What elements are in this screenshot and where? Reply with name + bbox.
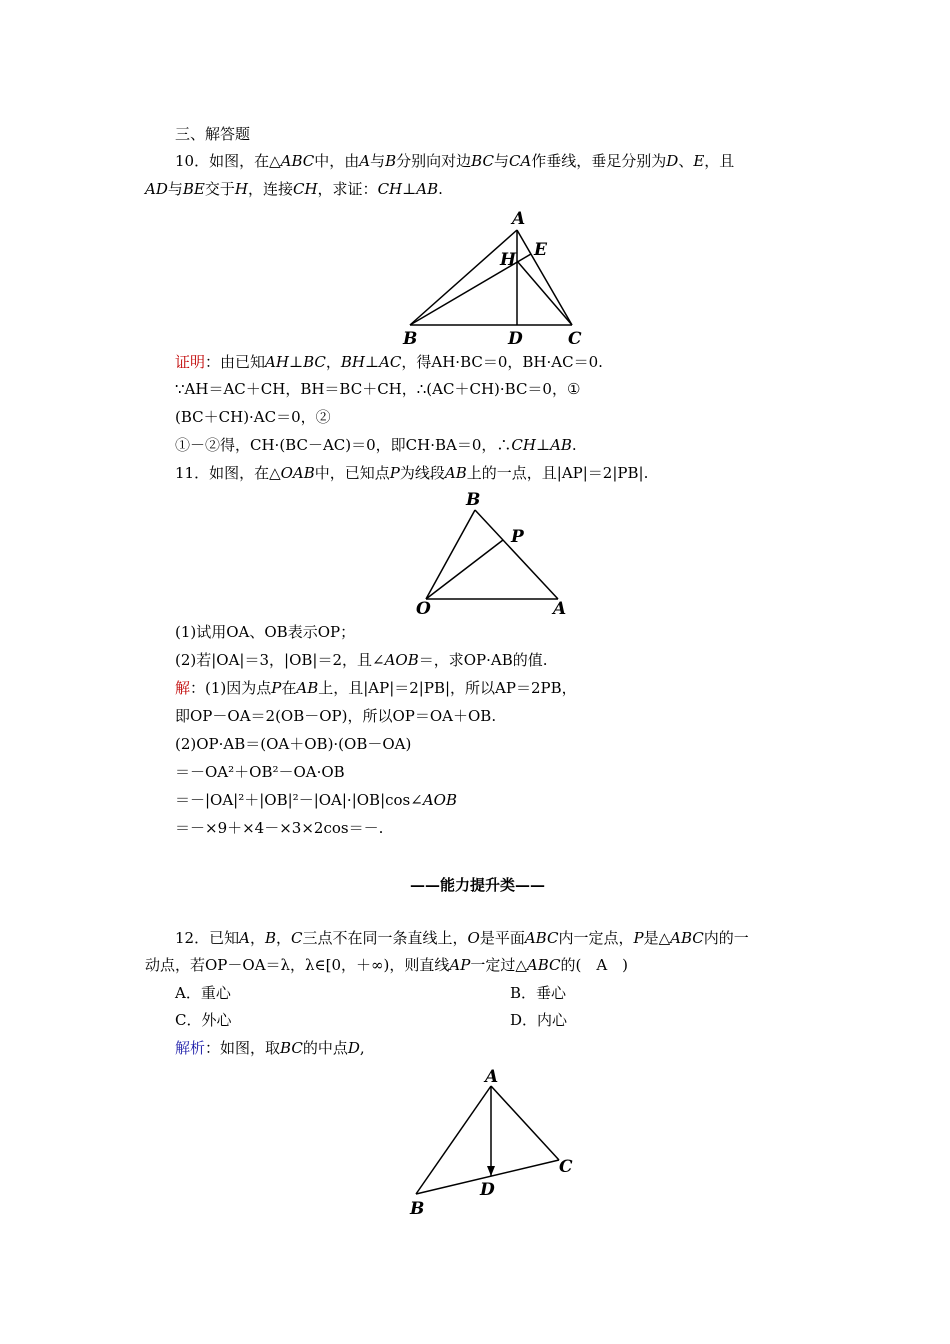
- text-fragment: A: [239, 929, 250, 947]
- text-fragment: 12．已知: [175, 929, 240, 947]
- proof-label: 证明: [175, 353, 206, 371]
- q11-stem: [175, 463, 648, 483]
- text-fragment: BH: [340, 353, 365, 371]
- text-fragment: 上的一点，且|AP|＝2|PB|.: [466, 464, 649, 482]
- text-fragment: ABC: [280, 152, 315, 170]
- text-fragment: ABC: [526, 956, 561, 974]
- text-fragment: D: [347, 1039, 360, 1057]
- text-fragment: ，: [249, 929, 265, 947]
- analysis-label: 解析: [175, 1039, 206, 1057]
- text-fragment: O: [467, 929, 480, 947]
- q10-label-b: B: [403, 329, 418, 349]
- text-fragment: ＝－|OA|²＋|OB|²－|OA|·|OB|cos∠: [175, 791, 423, 809]
- q11-solution-line5: [175, 790, 457, 810]
- text-fragment: AB: [416, 180, 439, 198]
- text-fragment: AOB: [384, 651, 419, 669]
- text-fragment: 分别向对边: [396, 152, 472, 170]
- text-fragment: ABC: [670, 929, 704, 947]
- q11-figure: [405, 490, 585, 620]
- q11-segment-op: [426, 540, 503, 599]
- text-fragment: 动点，若OP－OA＝λ，λ∈[0，＋∞)，则直线: [145, 956, 450, 974]
- text-fragment: 、: [678, 152, 694, 170]
- solution-label: 解: [175, 679, 191, 697]
- q12-option-b: B．垂心: [510, 984, 567, 1002]
- text-fragment: 中，由: [314, 152, 360, 170]
- text-fragment: A: [359, 152, 371, 170]
- text-fragment: 一定过△: [470, 956, 527, 974]
- q12-option-a: A．重心: [175, 984, 231, 1002]
- q10-side-ab: [410, 230, 517, 325]
- text-fragment: AOB: [422, 791, 457, 809]
- text-fragment: P: [389, 464, 400, 482]
- text-fragment: CH: [377, 180, 403, 198]
- text-fragment: ，: [275, 929, 291, 947]
- q10-stem-line2: [145, 179, 443, 199]
- arrow-down-icon: [487, 1166, 495, 1176]
- text-fragment: (2)若|OA|＝3，|OB|＝2，且∠: [175, 651, 385, 669]
- text-fragment: E: [693, 152, 705, 170]
- text-fragment: .: [571, 436, 577, 454]
- q10-proof-line4: [175, 435, 577, 455]
- text-fragment: AC: [379, 353, 402, 371]
- q12-side-ac: [491, 1086, 559, 1160]
- text-fragment: 的中点: [302, 1039, 348, 1057]
- q12-stem-line2: [145, 955, 628, 975]
- text-fragment: AH: [265, 353, 289, 371]
- text-fragment: 上，且|AP|＝2|PB|，所以AP＝2PB，: [318, 679, 577, 697]
- q12-option-d: D．内心: [510, 1011, 568, 1029]
- q10-stem-line1: [175, 151, 734, 171]
- text-fragment: ⊥: [402, 180, 417, 198]
- text-fragment: 内的一: [703, 929, 749, 947]
- section-title: 三、解答题: [175, 125, 251, 143]
- text-fragment: ：如图，取: [205, 1039, 281, 1057]
- text-fragment: ：由已知: [205, 353, 266, 371]
- q11-side-ab: [475, 510, 558, 599]
- text-fragment: 与: [493, 152, 509, 170]
- q10-proof-line3: (BC＋CH)·AC＝0，②: [175, 408, 331, 426]
- text-fragment: AB: [550, 436, 572, 454]
- q11-side-ob: [426, 510, 475, 599]
- q11-part2: [175, 650, 548, 670]
- text-fragment: ＝，求OP·AB的值.: [418, 651, 548, 669]
- q12-side-ab: [416, 1086, 491, 1194]
- text-fragment: 三点不在同一条直线上，: [302, 929, 468, 947]
- text-fragment: B: [385, 152, 397, 170]
- text-fragment: BC: [303, 353, 326, 371]
- q12-option-c: C．外心: [175, 1011, 232, 1029]
- text-fragment: ①－②得，CH·(BC－AC)＝0，即CH·BA＝0，∴: [175, 436, 512, 454]
- text-fragment: 10．如图，在△: [175, 152, 281, 170]
- text-fragment: D: [666, 152, 679, 170]
- q10-label-d: D: [508, 329, 523, 349]
- text-fragment: OAB: [280, 464, 315, 482]
- q10-proof-line2: ∵AH＝AC＋CH，BH＝BC＋CH，∴(AC＋CH)·BC＝0，①: [175, 380, 581, 398]
- text-fragment: ,: [359, 1039, 365, 1057]
- q11-part1: (1)试用OA、OB表示OP；: [175, 623, 356, 641]
- q12-label-d: D: [480, 1180, 495, 1200]
- text-fragment: 中，已知点: [314, 464, 390, 482]
- q11-solution-line6: ＝－×9＋×4－×3×2cos＝－.: [175, 819, 384, 837]
- section2-title: ——能力提升类——: [409, 876, 545, 894]
- q12-stem-line1: [175, 928, 749, 948]
- text-fragment: ，求证：: [317, 180, 378, 198]
- q12-figure: [400, 1062, 590, 1222]
- text-fragment: CH: [511, 436, 536, 454]
- q12-label-b: B: [410, 1199, 425, 1219]
- text-fragment: ，: [325, 353, 341, 371]
- q11-solution-line2: 即OP－OA＝2(OB－OP)，所以OP＝OA＋OB.: [175, 707, 497, 725]
- q10-segment-ch: [517, 261, 572, 325]
- text-fragment: CH: [292, 180, 318, 198]
- q11-label-o: O: [416, 599, 431, 619]
- q10-label-e: E: [534, 240, 547, 260]
- text-fragment: 是△: [643, 929, 671, 947]
- text-fragment: ⊥: [288, 353, 304, 371]
- text-fragment: 11．如图，在△: [175, 464, 281, 482]
- text-fragment: 内一定点，: [558, 929, 634, 947]
- q11-label-a: A: [553, 599, 567, 619]
- text-fragment: 在: [281, 679, 297, 697]
- text-fragment: 是平面: [479, 929, 525, 947]
- q10-label-h: H: [500, 250, 517, 270]
- q12-analysis: [175, 1038, 365, 1058]
- q10-proof-line1: [175, 352, 603, 372]
- text-fragment: AD: [145, 180, 168, 198]
- text-fragment: P: [633, 929, 644, 947]
- q11-solution-line1: [175, 678, 577, 698]
- text-fragment: ⊥: [535, 436, 551, 454]
- text-fragment: BE: [182, 180, 205, 198]
- text-fragment: ABC: [524, 929, 559, 947]
- text-fragment: 交于: [204, 180, 235, 198]
- text-fragment: AB: [444, 464, 467, 482]
- text-fragment: 为线段: [399, 464, 445, 482]
- q10-label-a: A: [512, 209, 526, 229]
- text-fragment: BC: [280, 1039, 303, 1057]
- text-fragment: AP: [449, 956, 471, 974]
- q12-label-a: A: [485, 1067, 499, 1087]
- text-fragment: AB: [296, 679, 319, 697]
- q11-solution-line3: (2)OP·AB＝(OA＋OB)·(OB－OA): [175, 735, 412, 753]
- text-fragment: BC: [471, 152, 494, 170]
- q11-solution-line4: ＝－OA²＋OB²－OA·OB: [175, 763, 345, 781]
- text-fragment: H: [234, 180, 248, 198]
- text-fragment: C: [291, 929, 303, 947]
- text-fragment: B: [264, 929, 276, 947]
- text-fragment: ⊥: [364, 353, 380, 371]
- text-fragment: CA: [508, 152, 532, 170]
- q10-figure: [390, 205, 600, 350]
- text-fragment: P: [271, 679, 282, 697]
- q12-label-c: C: [559, 1157, 573, 1177]
- q10-label-c: C: [568, 329, 582, 349]
- text-fragment: ，且: [704, 152, 735, 170]
- q11-label-b: B: [466, 490, 481, 510]
- text-fragment: ，连接: [247, 180, 293, 198]
- text-fragment: .: [438, 180, 443, 198]
- text-fragment: 的( A ): [560, 956, 629, 974]
- text-fragment: ：(1)因为点: [190, 679, 272, 697]
- text-fragment: 与: [370, 152, 386, 170]
- text-fragment: 与: [167, 180, 183, 198]
- text-fragment: ，得AH·BC＝0，BH·AC＝0.: [401, 353, 603, 371]
- q11-label-p: P: [511, 527, 524, 547]
- text-fragment: 作垂线，垂足分别为: [531, 152, 667, 170]
